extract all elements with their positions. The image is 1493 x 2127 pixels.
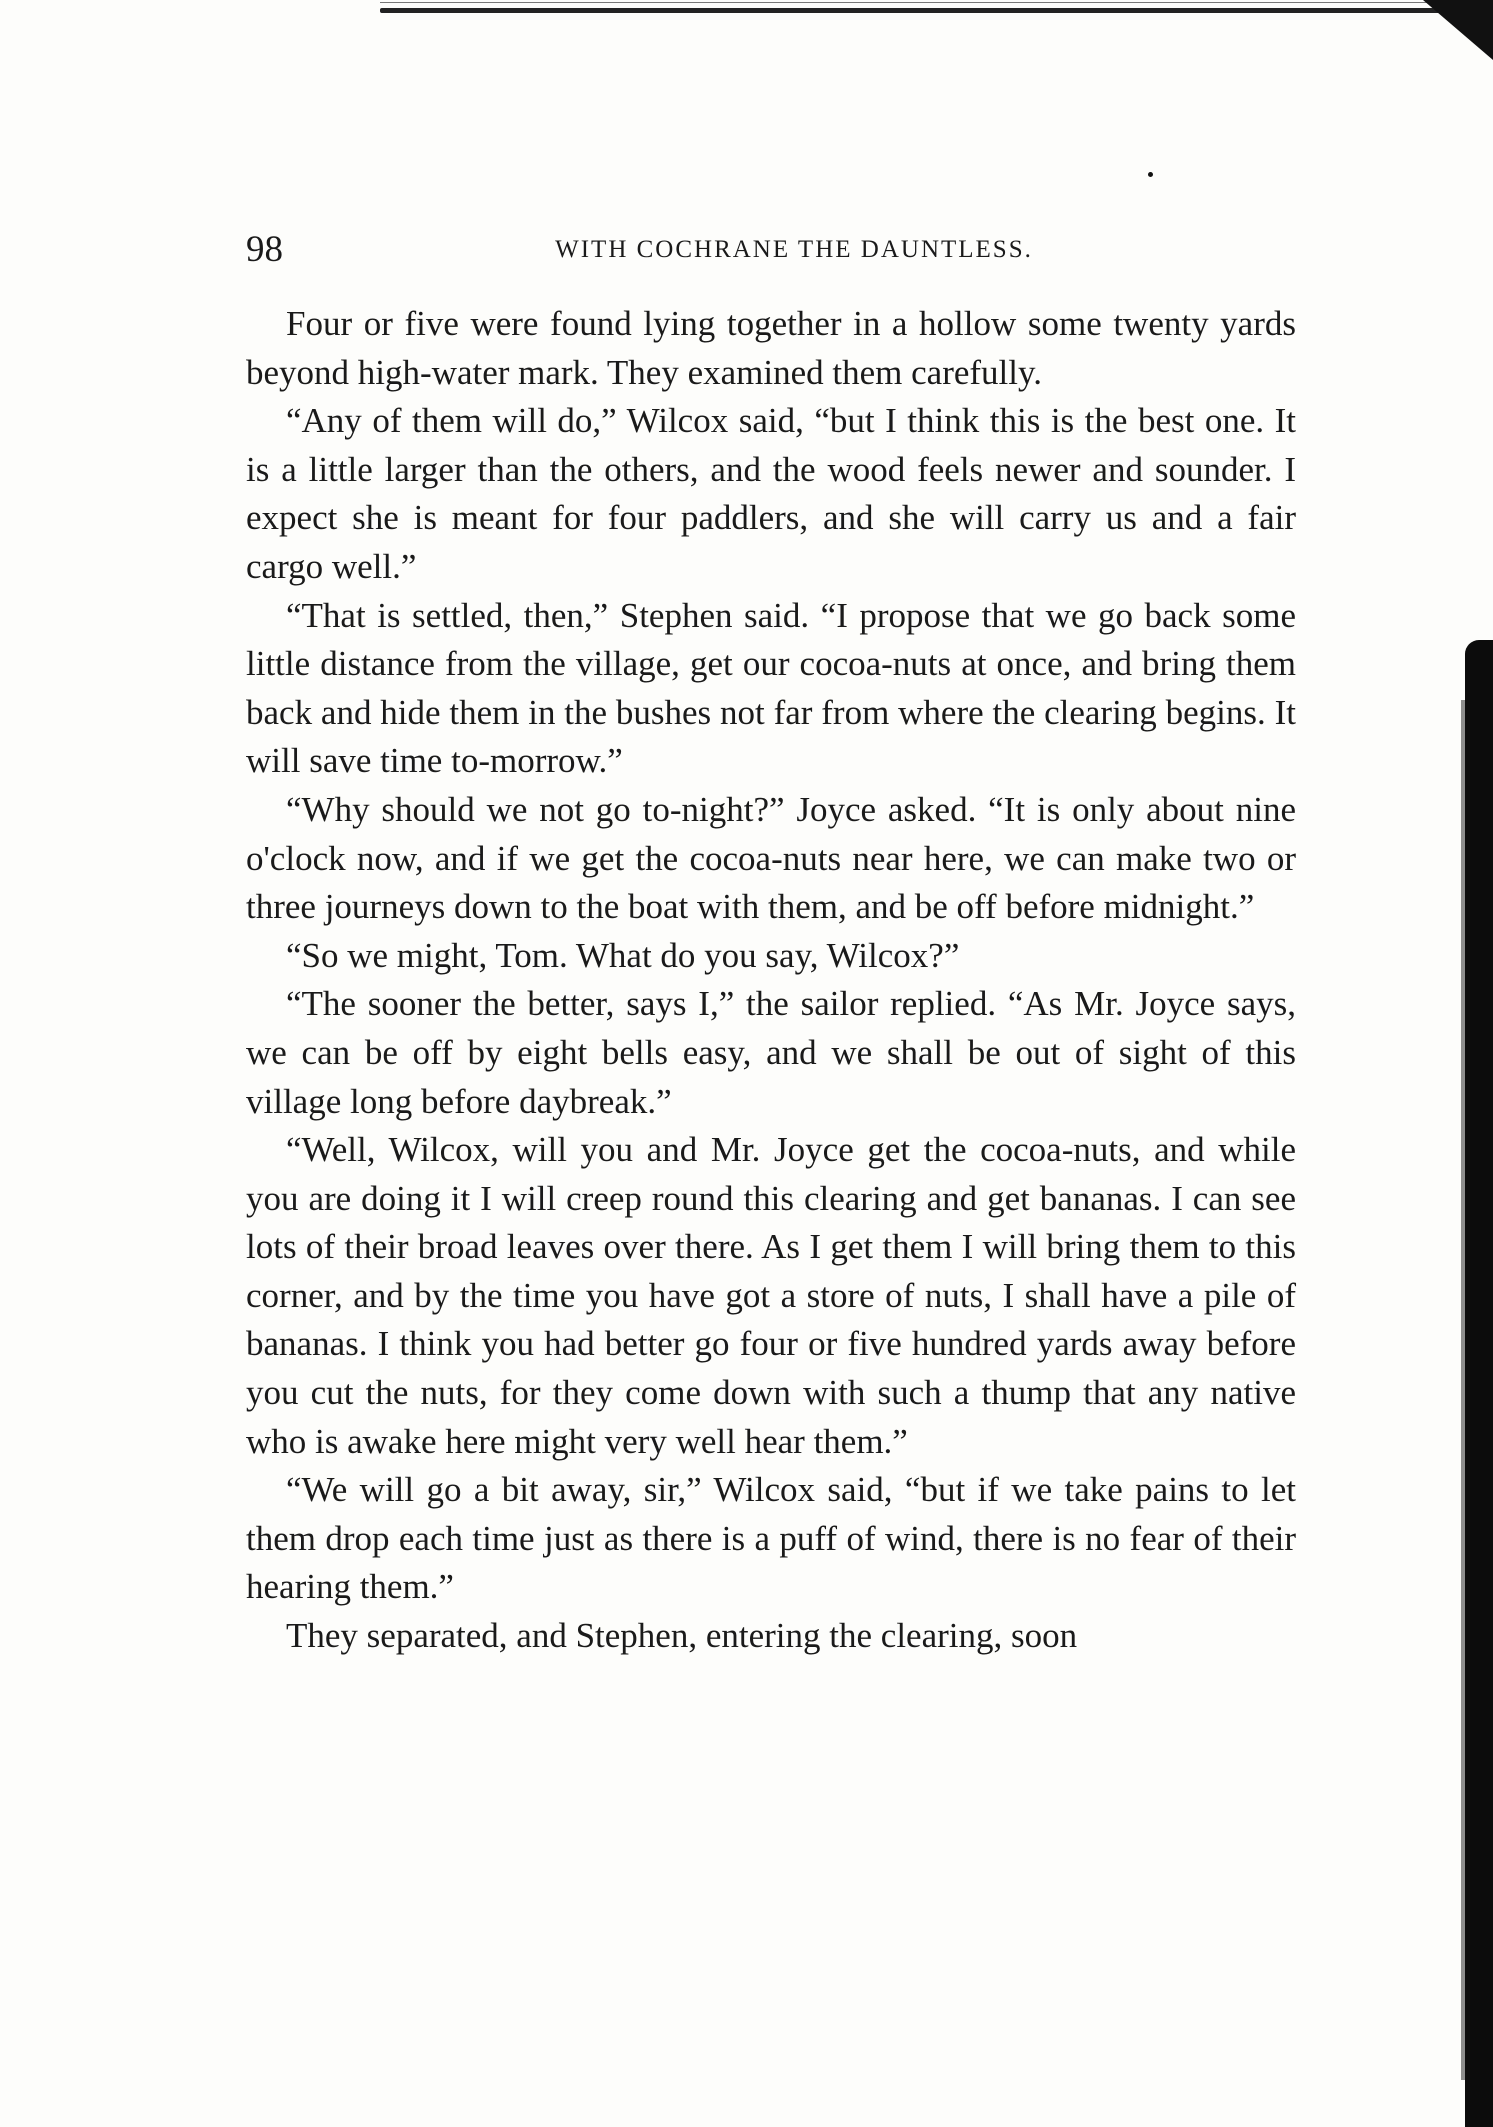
- scan-edge-line: [380, 2, 1440, 3]
- paragraph: They separated, and Stephen, entering the clearing, soon: [286, 1616, 1078, 1656]
- scan-right-edge: [1465, 640, 1493, 2127]
- paragraph: “Well, Wilcox, will you and Mr. Joyce get the cocoa-nuts, and while you are doing it I will creep round this clearing and get bananas. I can see lots of their broad leaves over there. As I get them I will bring them to this corner, and by the time you have got a store of nuts, I shall have a pile of bananas. I think you had better go four or five hundred yards away before you cut the nuts, for they come down with such a thump that any native who is awake here might very well hear them.”: [246, 1130, 1296, 1461]
- paragraph: Four or five were found lying together in a hollow some twenty yards beyond high-water mark. They examined them carefully.: [246, 304, 1296, 392]
- paragraph: “Why should we not go to-night?” Joyce asked. “It is only about nine o'clock now, and if we get the cocoa-nuts near here, we can make two or three journeys down to the boat with them, and be off before midnight.”: [246, 789, 1296, 927]
- paragraph: “We will go a bit away, sir,” Wilcox said, “but if we take pains to let them drop each time just as there is a puff of wind, there is no fear of their hearing them.”: [246, 1470, 1296, 1607]
- scan-top-edge: [380, 8, 1493, 13]
- scan-speck: [1148, 172, 1153, 177]
- paragraph: “The sooner the better, says I,” the sailor replied. “As Mr. Joyce says, we can be off by eight bells easy, and we shall be out of sight of this village long before daybreak.”: [246, 984, 1296, 1121]
- page-header: [246, 222, 1296, 282]
- body-text: [246, 300, 1296, 1661]
- running-head: WITH COCHRANE THE DAUNTLESS.: [555, 236, 1033, 263]
- scan-corner-shadow: [1423, 0, 1493, 60]
- page-number: 98: [246, 229, 283, 270]
- paragraph: “Any of them will do,” Wilcox said, “but I think this is the best one. It is a little larger than the others, and the wood feels newer and sounder. I expect she is meant for four paddlers, and she will carry us and a fair cargo well.”: [246, 401, 1296, 586]
- paragraph: “So we might, Tom. What do you say, Wilcox?”: [286, 935, 960, 975]
- paragraph: “That is settled, then,” Stephen said. “I propose that we go back some little distance from the village, get our cocoa-nuts at once, and bring them back and hide them in the bushes not far from where the clearing begins. It will save time to-morrow.”: [246, 595, 1296, 781]
